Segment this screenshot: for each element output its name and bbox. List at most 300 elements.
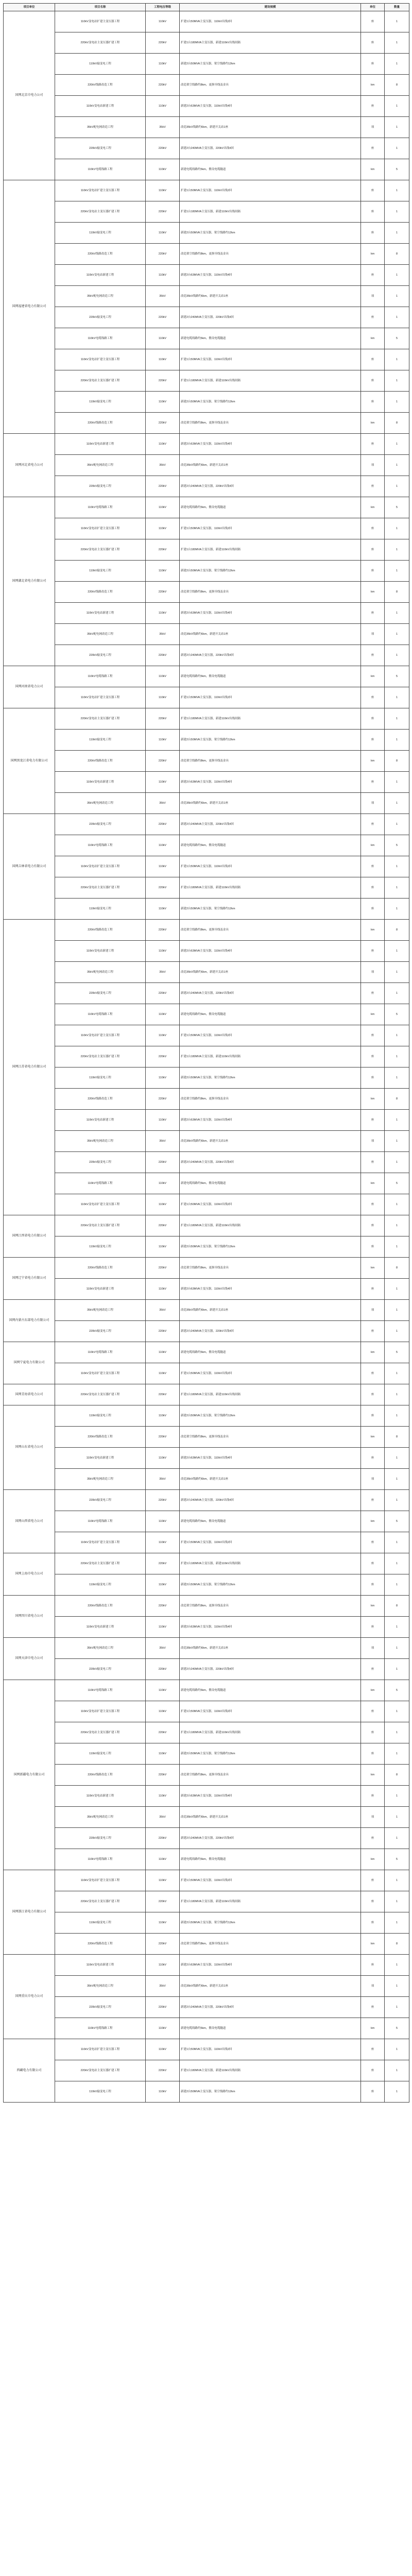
cell-quantity: 1 [385,392,409,413]
cell-project-name: 110kV电缆线路工程 [55,1849,146,1870]
cell-voltage-level: 220kV [146,1722,180,1743]
cell-project-name: 220kV变电站主变压器扩建工程 [55,1384,146,1405]
cell-measure-unit: 座 [361,877,385,899]
project-table-container [3,3,409,2103]
cell-construction-scale: 新建电缆线路约5km，敷设电缆隧道 [180,666,361,687]
cell-quantity: 5 [385,1004,409,1025]
cell-quantity: 1 [385,1131,409,1152]
cell-project-name: 110kV输变电工程 [55,1067,146,1089]
cell-measure-unit: 座 [361,730,385,751]
cell-project-name: 110kV输变电工程 [55,730,146,751]
cell-project-name: 110kV输变电工程 [55,54,146,75]
cell-construction-scale: 新建2台63MVA主变压器，110kV出线4回 [180,96,361,117]
cell-voltage-level: 220kV [146,32,180,54]
cell-construction-scale: 改造35kV线路约6km，新建开关站1座 [180,624,361,645]
table-row [4,1110,409,1131]
table-row [4,751,409,772]
cell-project-unit: 国网上海市电力公司 [4,1553,55,1596]
cell-construction-scale: 新建电缆线路约5km，敷设电缆隧道 [180,1342,361,1363]
cell-construction-scale: 扩建1台180MVA主变压器，新建110kV出线间隔 [180,1215,361,1236]
cell-measure-unit: 座 [361,11,385,32]
cell-quantity: 1 [385,1448,409,1469]
table-row [4,708,409,730]
cell-measure-unit: 项 [361,1976,385,1997]
table-row [4,539,409,561]
cell-construction-scale: 扩建1台50MVA主变压器，110kV出线2回 [180,1025,361,1046]
col-header-measure: 单位 [361,4,385,11]
cell-project-name: 110kV变电站新建工程 [55,1617,146,1638]
cell-project-name: 110kV变电站新建工程 [55,1279,146,1300]
cell-construction-scale: 改造架空线路约8km，更换导线及金具 [180,413,361,434]
cell-measure-unit: 项 [361,1300,385,1321]
cell-construction-scale: 扩建1台50MVA主变压器，110kV出线2回 [180,687,361,708]
cell-voltage-level: 110kV [146,2018,180,2039]
cell-project-name: 110kV变电站新建工程 [55,772,146,793]
cell-voltage-level: 110kV [146,1279,180,1300]
cell-voltage-level: 110kV [146,180,180,201]
cell-voltage-level: 220kV [146,1152,180,1173]
cell-construction-scale: 新建2台63MVA主变压器，110kV出线4回 [180,1617,361,1638]
cell-measure-unit: 座 [361,1363,385,1384]
table-row [4,666,409,687]
cell-construction-scale: 扩建1台50MVA主变压器，110kV出线2回 [180,1870,361,1891]
cell-project-name: 110kV输变电工程 [55,1912,146,1934]
cell-quantity: 1 [385,1194,409,1215]
cell-project-unit: 国网黑龙江省电力有限公司 [4,708,55,814]
cell-construction-scale: 扩建1台50MVA主变压器，110kV出线2回 [180,856,361,877]
cell-project-name: 220kV线路改造工程 [55,75,146,96]
table-row [4,941,409,962]
cell-quantity: 1 [385,1025,409,1046]
cell-measure-unit: 项 [361,962,385,983]
cell-project-name: 220kV线路改造工程 [55,751,146,772]
cell-construction-scale: 扩建1台180MVA主变压器，新建110kV出线间隔 [180,370,361,392]
cell-quantity: 5 [385,328,409,349]
cell-project-name: 220kV变电站主变压器扩建工程 [55,370,146,392]
table-row [4,1279,409,1300]
cell-measure-unit: 座 [361,1110,385,1131]
cell-construction-scale: 新建2台240MVA主变压器，220kV出线4回 [180,814,361,835]
cell-voltage-level: 220kV [146,983,180,1004]
cell-construction-scale: 改造架空线路约8km，更换导线及金具 [180,1934,361,1955]
cell-project-name: 110kV变电站新建工程 [55,96,146,117]
cell-quantity: 1 [385,687,409,708]
cell-measure-unit: 座 [361,1236,385,1258]
cell-project-unit: 国网北京市电力公司 [4,11,55,180]
cell-measure-unit: 座 [361,518,385,539]
cell-quantity: 1 [385,1321,409,1342]
cell-construction-scale: 改造架空线路约8km，更换导线及金具 [180,751,361,772]
table-row [4,2060,409,2081]
cell-voltage-level: 110kV [146,1786,180,1807]
cell-quantity: 5 [385,497,409,518]
cell-construction-scale: 改造架空线路约8km，更换导线及金具 [180,920,361,941]
cell-construction-scale: 新建2台63MVA主变压器，110kV出线4回 [180,1786,361,1807]
cell-voltage-level: 35kV [146,1976,180,1997]
cell-measure-unit: km [361,582,385,603]
cell-voltage-level: 110kV [146,2081,180,2103]
cell-construction-scale: 新建电缆线路约5km，敷设电缆隧道 [180,2018,361,2039]
cell-voltage-level: 110kV [146,1532,180,1553]
cell-project-name: 220kV输变电工程 [55,476,146,497]
cell-quantity: 1 [385,96,409,117]
cell-construction-scale: 新建2台63MVA主变压器，110kV出线4回 [180,1279,361,1300]
table-row [4,1849,409,1870]
cell-quantity: 1 [385,856,409,877]
cell-measure-unit: 项 [361,455,385,476]
cell-construction-scale: 扩建1台180MVA主变压器，新建110kV出线间隔 [180,539,361,561]
cell-voltage-level: 110kV [146,1701,180,1722]
cell-quantity: 5 [385,159,409,180]
table-row [4,1173,409,1194]
table-row [4,180,409,201]
cell-project-name: 110kV变电站新建工程 [55,1955,146,1976]
cell-voltage-level: 110kV [146,392,180,413]
cell-voltage-level: 220kV [146,1596,180,1617]
cell-construction-scale: 扩建1台180MVA主变压器，新建110kV出线间隔 [180,1384,361,1405]
table-row [4,561,409,582]
cell-measure-unit: 项 [361,1131,385,1152]
cell-measure-unit: 座 [361,476,385,497]
cell-measure-unit: 座 [361,392,385,413]
cell-voltage-level: 110kV [146,856,180,877]
cell-project-name: 220kV线路改造工程 [55,1765,146,1786]
cell-project-unit: 国网河北省电力公司 [4,434,55,497]
cell-quantity: 1 [385,370,409,392]
cell-quantity: 8 [385,1427,409,1448]
cell-construction-scale: 新建2台63MVA主变压器，110kV出线4回 [180,1955,361,1976]
cell-construction-scale: 改造架空线路约8km，更换导线及金具 [180,244,361,265]
cell-quantity: 1 [385,1469,409,1490]
cell-construction-scale: 改造35kV线路约6km，新建开关站1座 [180,455,361,476]
cell-quantity: 1 [385,624,409,645]
cell-quantity: 1 [385,561,409,582]
cell-project-name: 220kV输变电工程 [55,1490,146,1511]
cell-voltage-level: 110kV [146,1004,180,1025]
cell-voltage-level: 110kV [146,666,180,687]
cell-measure-unit: km [361,751,385,772]
col-header-unit: 项目单位 [4,4,55,11]
cell-project-name: 220kV变电站主变压器扩建工程 [55,1891,146,1912]
cell-voltage-level: 220kV [146,645,180,666]
cell-voltage-level: 35kV [146,624,180,645]
cell-quantity: 1 [385,1279,409,1300]
cell-quantity: 1 [385,814,409,835]
cell-construction-scale: 改造35kV线路约6km，新建开关站1座 [180,1976,361,1997]
cell-construction-scale: 新建2台50MVA主变压器，架空线路约12km [180,392,361,413]
cell-quantity: 1 [385,1046,409,1067]
cell-measure-unit: 座 [361,1532,385,1553]
cell-construction-scale: 改造35kV线路约6km，新建开关站1座 [180,117,361,138]
cell-measure-unit: 座 [361,54,385,75]
cell-voltage-level: 220kV [146,1427,180,1448]
cell-quantity: 1 [385,434,409,455]
cell-quantity: 1 [385,772,409,793]
cell-construction-scale: 改造架空线路约8km，更换导线及金具 [180,1258,361,1279]
cell-project-name: 110kV变电站扩建主变压器工程 [55,1701,146,1722]
cell-construction-scale: 改造架空线路约8km，更换导线及金具 [180,75,361,96]
table-row [4,1870,409,1891]
table-row [4,476,409,497]
cell-voltage-level: 220kV [146,413,180,434]
cell-project-name: 110kV变电站新建工程 [55,1110,146,1131]
cell-construction-scale: 扩建1台180MVA主变压器，新建110kV出线间隔 [180,877,361,899]
table-row [4,624,409,645]
cell-measure-unit: km [361,1004,385,1025]
cell-measure-unit: km [361,497,385,518]
cell-project-unit: 国网河南省电力公司 [4,666,55,708]
table-row [4,307,409,328]
cell-measure-unit: 座 [361,138,385,159]
cell-voltage-level: 220kV [146,2060,180,2081]
cell-quantity: 1 [385,54,409,75]
cell-voltage-level: 220kV [146,75,180,96]
cell-construction-scale: 新建2台50MVA主变压器，架空线路约12km [180,730,361,751]
cell-construction-scale: 新建2台63MVA主变压器，110kV出线4回 [180,434,361,455]
table-row [4,328,409,349]
cell-project-unit: 国网四川省电力公司 [4,1596,55,1638]
cell-voltage-level: 110kV [146,2039,180,2060]
cell-measure-unit: 项 [361,624,385,645]
cell-voltage-level: 220kV [146,1828,180,1849]
cell-construction-scale: 新建2台50MVA主变压器，架空线路约12km [180,561,361,582]
cell-construction-scale: 扩建1台180MVA主变压器，新建110kV出线间隔 [180,201,361,223]
cell-voltage-level: 110kV [146,1680,180,1701]
table-row [4,1659,409,1680]
cell-measure-unit: 座 [361,1384,385,1405]
cell-measure-unit: km [361,1849,385,1870]
cell-measure-unit: 座 [361,645,385,666]
cell-voltage-level: 110kV [146,1067,180,1089]
cell-measure-unit: 座 [361,1912,385,1934]
cell-voltage-level: 110kV [146,1849,180,1870]
col-header-scale: 建设规模 [180,4,361,11]
cell-measure-unit: km [361,920,385,941]
cell-quantity: 1 [385,1976,409,1997]
cell-construction-scale: 新建2台240MVA主变压器，220kV出线4回 [180,1152,361,1173]
cell-measure-unit: 座 [361,180,385,201]
cell-quantity: 1 [385,1828,409,1849]
cell-quantity: 1 [385,1405,409,1427]
cell-voltage-level: 220kV [146,201,180,223]
table-row [4,497,409,518]
cell-voltage-level: 110kV [146,434,180,455]
cell-voltage-level: 220kV [146,1891,180,1912]
cell-quantity: 1 [385,1384,409,1405]
table-body [4,11,409,2103]
cell-voltage-level: 220kV [146,877,180,899]
table-row [4,223,409,244]
cell-voltage-level: 110kV [146,1912,180,1934]
table-row [4,1342,409,1363]
cell-voltage-level: 110kV [146,1173,180,1194]
cell-quantity: 5 [385,1680,409,1701]
cell-quantity: 1 [385,1807,409,1828]
cell-project-name: 220kV变电站主变压器扩建工程 [55,539,146,561]
cell-quantity: 1 [385,1490,409,1511]
cell-measure-unit: 座 [361,1722,385,1743]
cell-quantity: 1 [385,2081,409,2103]
cell-project-name: 220kV线路改造工程 [55,413,146,434]
cell-quantity: 8 [385,413,409,434]
table-row [4,138,409,159]
cell-voltage-level: 110kV [146,772,180,793]
cell-measure-unit: 座 [361,1194,385,1215]
cell-construction-scale: 新建2台240MVA主变压器，220kV出线4回 [180,1828,361,1849]
cell-construction-scale: 改造35kV线路约6km，新建开关站1座 [180,1131,361,1152]
cell-voltage-level: 110kV [146,899,180,920]
cell-quantity: 5 [385,1173,409,1194]
table-row [4,814,409,835]
cell-measure-unit: 项 [361,1807,385,1828]
cell-measure-unit: 座 [361,1279,385,1300]
cell-measure-unit: 座 [361,1743,385,1765]
table-row [4,1300,409,1321]
cell-quantity: 1 [385,455,409,476]
cell-measure-unit: km [361,666,385,687]
cell-project-name: 110kV输变电工程 [55,1405,146,1427]
cell-construction-scale: 扩建1台50MVA主变压器，110kV出线2回 [180,1363,361,1384]
cell-construction-scale: 扩建1台180MVA主变压器，新建110kV出线间隔 [180,708,361,730]
cell-project-name: 110kV电缆线路工程 [55,1342,146,1363]
col-header-quantity: 数量 [385,4,409,11]
cell-measure-unit: 座 [361,708,385,730]
cell-quantity: 1 [385,899,409,920]
table-row [4,1025,409,1046]
cell-measure-unit: 座 [361,814,385,835]
cell-measure-unit: 座 [361,434,385,455]
table-row [4,1828,409,1849]
cell-voltage-level: 35kV [146,286,180,307]
cell-voltage-level: 110kV [146,1511,180,1532]
cell-construction-scale: 扩建1台50MVA主变压器，110kV出线2回 [180,349,361,370]
cell-voltage-level: 35kV [146,455,180,476]
cell-voltage-level: 35kV [146,1300,180,1321]
cell-project-name: 35kV配电网改造工程 [55,1976,146,1997]
cell-voltage-level: 110kV [146,54,180,75]
cell-voltage-level: 35kV [146,1638,180,1659]
cell-project-name: 220kV线路改造工程 [55,1934,146,1955]
cell-quantity: 1 [385,1152,409,1173]
cell-project-name: 110kV变电站新建工程 [55,265,146,286]
cell-voltage-level: 220kV [146,1490,180,1511]
cell-quantity: 1 [385,962,409,983]
table-row [4,413,409,434]
cell-project-name: 110kV输变电工程 [55,561,146,582]
cell-construction-scale: 新建电缆线路约5km，敷设电缆隧道 [180,497,361,518]
cell-project-name: 110kV变电站扩建主变压器工程 [55,1363,146,1384]
cell-construction-scale: 新建2台63MVA主变压器，110kV出线4回 [180,1110,361,1131]
cell-measure-unit: 座 [361,2081,385,2103]
cell-voltage-level: 110kV [146,1025,180,1046]
cell-project-name: 220kV输变电工程 [55,645,146,666]
cell-voltage-level: 220kV [146,307,180,328]
cell-project-name: 35kV配电网改造工程 [55,286,146,307]
cell-project-unit: 国网江苏省电力有限公司 [4,920,55,1215]
cell-measure-unit: 座 [361,2039,385,2060]
table-row [4,793,409,814]
cell-voltage-level: 220kV [146,582,180,603]
table-row [4,392,409,413]
cell-quantity: 5 [385,1849,409,1870]
cell-voltage-level: 220kV [146,1321,180,1342]
cell-construction-scale: 新建2台240MVA主变压器，220kV出线4回 [180,476,361,497]
cell-quantity: 1 [385,180,409,201]
cell-quantity: 1 [385,539,409,561]
table-row [4,1405,409,1427]
cell-measure-unit: km [361,1765,385,1786]
cell-project-name: 35kV配电网改造工程 [55,624,146,645]
cell-project-name: 110kV变电站新建工程 [55,1786,146,1807]
cell-measure-unit: 座 [361,1997,385,2018]
cell-quantity: 1 [385,32,409,54]
cell-quantity: 1 [385,286,409,307]
cell-voltage-level: 220kV [146,920,180,941]
cell-measure-unit: km [361,1342,385,1363]
cell-project-name: 110kV变电站扩建主变压器工程 [55,1194,146,1215]
table-row [4,2018,409,2039]
cell-quantity: 5 [385,1511,409,1532]
cell-construction-scale: 改造35kV线路约6km，新建开关站1座 [180,1300,361,1321]
cell-project-unit: 国网湖北省电力有限公司 [4,497,55,666]
cell-measure-unit: km [361,2018,385,2039]
cell-voltage-level: 110kV [146,497,180,518]
cell-project-name: 110kV变电站扩建主变压器工程 [55,1870,146,1891]
table-row [4,75,409,96]
project-table [3,3,409,2103]
cell-voltage-level: 110kV [146,1617,180,1638]
cell-project-name: 110kV电缆线路工程 [55,159,146,180]
cell-quantity: 1 [385,793,409,814]
cell-measure-unit: 座 [361,265,385,286]
cell-construction-scale: 扩建1台50MVA主变压器，110kV出线2回 [180,1532,361,1553]
cell-construction-scale: 改造35kV线路约6km，新建开关站1座 [180,1807,361,1828]
cell-voltage-level: 220kV [146,1258,180,1279]
cell-measure-unit: 座 [361,1025,385,1046]
cell-project-unit: 国网江西省电力有限公司 [4,1215,55,1258]
cell-voltage-level: 220kV [146,1046,180,1067]
col-header-voltage: 工程电压等级 [146,4,180,11]
cell-project-name: 220kV线路改造工程 [55,920,146,941]
cell-voltage-level: 110kV [146,1743,180,1765]
cell-project-name: 220kV变电站主变压器扩建工程 [55,877,146,899]
table-row [4,1765,409,1786]
cell-voltage-level: 220kV [146,1997,180,2018]
cell-project-name: 110kV变电站扩建主变压器工程 [55,2039,146,2060]
table-row [4,1891,409,1912]
cell-construction-scale: 改造架空线路约8km，更换导线及金具 [180,1427,361,1448]
cell-quantity: 8 [385,1258,409,1279]
cell-project-name: 110kV变电站扩建主变压器工程 [55,856,146,877]
cell-project-name: 35kV配电网改造工程 [55,1638,146,1659]
cell-measure-unit: km [361,1680,385,1701]
table-row [4,1469,409,1490]
table-row [4,1384,409,1405]
cell-construction-scale: 新建2台50MVA主变压器，架空线路约12km [180,1912,361,1934]
cell-project-name: 220kV变电站主变压器扩建工程 [55,1722,146,1743]
cell-quantity: 1 [385,2060,409,2081]
cell-measure-unit: km [361,1934,385,1955]
cell-construction-scale: 新建电缆线路约5km，敷设电缆隧道 [180,1680,361,1701]
col-header-name: 项目名称 [55,4,146,11]
cell-construction-scale: 新建2台240MVA主变压器，220kV出线4回 [180,307,361,328]
cell-quantity: 5 [385,2018,409,2039]
cell-quantity: 1 [385,1363,409,1384]
cell-quantity: 1 [385,138,409,159]
cell-measure-unit: 座 [361,96,385,117]
cell-quantity: 8 [385,582,409,603]
cell-quantity: 1 [385,349,409,370]
